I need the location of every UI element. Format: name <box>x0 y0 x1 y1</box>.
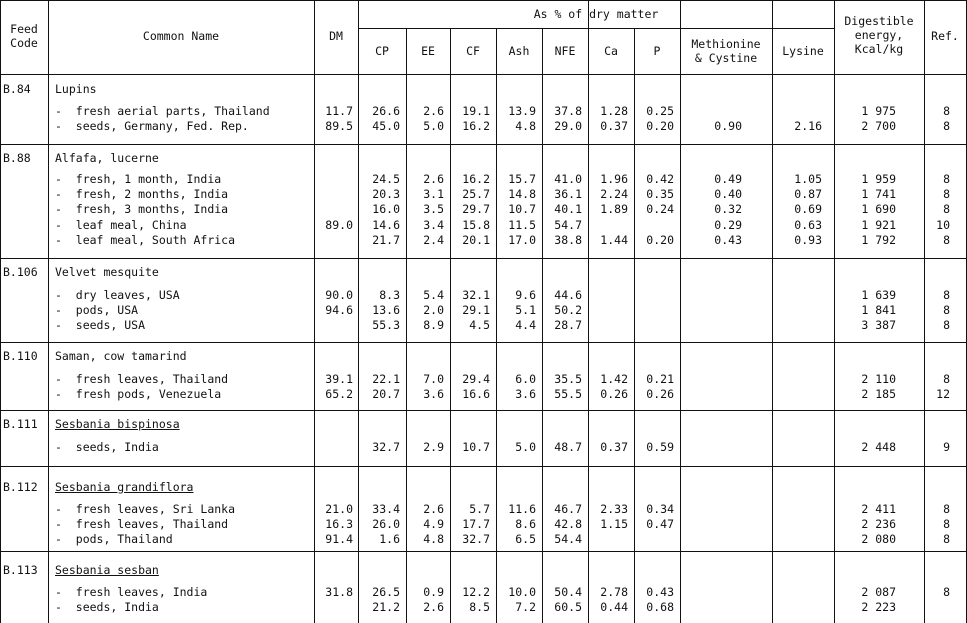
cell-ref: 8 <box>943 318 950 332</box>
cell-met: 0.49 <box>714 172 742 186</box>
cell-ee: 4.8 <box>423 532 444 546</box>
cell-cf: 16.2 <box>462 119 490 133</box>
cell-ash: 6.0 <box>515 372 536 386</box>
cell-ref: 8 <box>943 303 950 317</box>
cell-ash: 15.7 <box>508 172 536 186</box>
header-ref: Ref. <box>931 29 959 43</box>
cell-ash: 8.6 <box>515 517 536 531</box>
cell-de: 2 185 <box>861 387 896 401</box>
cell-ee: 3.6 <box>423 387 444 401</box>
header-ca: Ca <box>604 44 618 58</box>
cell-ref: 9 <box>943 440 950 454</box>
cell-ca: 0.26 <box>600 387 628 401</box>
row-description: - fresh, 1 month, India <box>55 172 222 186</box>
cell-nfe: 50.4 <box>554 585 582 599</box>
rule-group-sep <box>0 144 967 145</box>
row-description: - fresh pods, Venezuela <box>55 387 222 401</box>
cell-ref: 8 <box>943 288 950 302</box>
group-name: Velvet mesquite <box>55 265 159 279</box>
cell-ash: 10.7 <box>508 202 536 216</box>
cell-lys: 2.16 <box>794 119 822 133</box>
cell-ee: 2.6 <box>423 104 444 118</box>
cell-dm: 89.5 <box>325 119 353 133</box>
cell-cp: 21.2 <box>372 600 400 614</box>
cell-lys: 0.93 <box>794 233 822 247</box>
cell-p: 0.59 <box>646 440 674 454</box>
cell-ref: 10 <box>936 218 950 232</box>
cell-cf: 5.7 <box>469 502 490 516</box>
cell-nfe: 60.5 <box>554 600 582 614</box>
row-description: - seeds, USA <box>55 318 146 332</box>
cell-de: 1 792 <box>861 233 896 247</box>
cell-de: 1 639 <box>861 288 896 302</box>
cell-de: 1 959 <box>861 172 896 186</box>
header-cf: CF <box>466 44 480 58</box>
rule-header-bottom <box>0 74 967 75</box>
cell-de: 2 448 <box>861 440 896 454</box>
cell-ee: 7.0 <box>423 372 444 386</box>
cell-ref: 8 <box>943 172 950 186</box>
group-name: Alfafa, lucerne <box>55 151 159 165</box>
cell-ee: 3.4 <box>423 218 444 232</box>
cell-de: 2 223 <box>861 600 896 614</box>
cell-dm: 11.7 <box>325 104 353 118</box>
row-description: - fresh leaves, Thailand <box>55 517 229 531</box>
cell-cf: 20.1 <box>462 233 490 247</box>
feed-code: B.84 <box>3 82 31 96</box>
cell-ash: 11.5 <box>508 218 536 232</box>
cell-ash: 5.0 <box>515 440 536 454</box>
cell-de: 2 236 <box>861 517 896 531</box>
cell-nfe: 41.0 <box>554 172 582 186</box>
rule-group-sep <box>0 410 967 411</box>
cell-cp: 55.3 <box>372 318 400 332</box>
cell-ca: 0.44 <box>600 600 628 614</box>
cell-ee: 8.9 <box>423 318 444 332</box>
cell-ee: 2.9 <box>423 440 444 454</box>
cell-de: 1 841 <box>861 303 896 317</box>
cell-cp: 1.6 <box>379 532 400 546</box>
cell-cp: 22.1 <box>372 372 400 386</box>
row-description: - leaf meal, South Africa <box>55 233 236 247</box>
feed-code: B.106 <box>3 265 38 279</box>
cell-cf: 32.7 <box>462 532 490 546</box>
cell-lys: 0.87 <box>794 187 822 201</box>
cell-p: 0.35 <box>646 187 674 201</box>
cell-cf: 29.1 <box>462 303 490 317</box>
rule-group-sep <box>0 258 967 259</box>
cell-ash: 10.0 <box>508 585 536 599</box>
cell-p: 0.26 <box>646 387 674 401</box>
rule-left <box>0 0 1 623</box>
cell-dm: 21.0 <box>325 502 353 516</box>
cell-cp: 20.3 <box>372 187 400 201</box>
cell-cp: 33.4 <box>372 502 400 516</box>
cell-cp: 14.6 <box>372 218 400 232</box>
cell-cf: 17.7 <box>462 517 490 531</box>
cell-dm: 39.1 <box>325 372 353 386</box>
cell-ee: 4.9 <box>423 517 444 531</box>
cell-met: 0.29 <box>714 218 742 232</box>
cell-p: 0.47 <box>646 517 674 531</box>
cell-lys: 0.69 <box>794 202 822 216</box>
cell-nfe: 54.7 <box>554 218 582 232</box>
rule-met <box>772 0 773 623</box>
group-name: Lupins <box>55 82 97 96</box>
rule-group-sep <box>0 466 967 467</box>
header-methionine-cystine: Methionine & Cystine <box>691 37 761 65</box>
cell-cf: 4.5 <box>469 318 490 332</box>
rule-group-sep <box>0 342 967 343</box>
cell-nfe: 48.7 <box>554 440 582 454</box>
row-description: - seeds, India <box>55 600 159 614</box>
header-nfe: NFE <box>554 44 576 58</box>
cell-dm: 91.4 <box>325 532 353 546</box>
cell-lys: 0.63 <box>794 218 822 232</box>
cell-ee: 2.6 <box>423 172 444 186</box>
cell-ca: 1.28 <box>600 104 628 118</box>
header-digestible-energy: Digestible energy, Kcal/kg <box>844 14 914 56</box>
cell-de: 2 080 <box>861 532 896 546</box>
cell-dm: 31.8 <box>325 585 353 599</box>
row-description: - seeds, India <box>55 440 159 454</box>
cell-ref: 8 <box>943 372 950 386</box>
cell-ref: 8 <box>943 104 950 118</box>
header-ee: EE <box>421 44 435 58</box>
cell-nfe: 29.0 <box>554 119 582 133</box>
header-dry-matter-group: As % of dry matter <box>533 7 659 21</box>
cell-de: 3 387 <box>861 318 896 332</box>
cell-ash: 11.6 <box>508 502 536 516</box>
cell-p: 0.24 <box>646 202 674 216</box>
header-common-name: Common Name <box>142 29 220 43</box>
cell-ca: 1.89 <box>600 202 628 216</box>
group-name: Sesbania sesban <box>55 563 159 577</box>
cell-cp: 21.7 <box>372 233 400 247</box>
cell-cf: 15.8 <box>462 218 490 232</box>
cell-ref: 8 <box>943 585 950 599</box>
cell-ee: 3.5 <box>423 202 444 216</box>
cell-dm: 94.6 <box>325 303 353 317</box>
cell-cf: 29.4 <box>462 372 490 386</box>
cell-ca: 0.37 <box>600 119 628 133</box>
cell-de: 1 975 <box>861 104 896 118</box>
row-description: - fresh leaves, India <box>55 585 208 599</box>
cell-de: 1 690 <box>861 202 896 216</box>
group-name: Sesbania bispinosa <box>55 417 180 431</box>
cell-dm: 65.2 <box>325 387 353 401</box>
cell-ca: 2.33 <box>600 502 628 516</box>
row-description: - fresh, 2 months, India <box>55 187 229 201</box>
cell-de: 1 921 <box>861 218 896 232</box>
feed-code: B.113 <box>3 563 38 577</box>
cell-cf: 10.7 <box>462 440 490 454</box>
cell-ca: 0.37 <box>600 440 628 454</box>
cell-cf: 16.2 <box>462 172 490 186</box>
cell-met: 0.32 <box>714 202 742 216</box>
cell-met: 0.40 <box>714 187 742 201</box>
cell-ee: 5.0 <box>423 119 444 133</box>
cell-ca: 1.44 <box>600 233 628 247</box>
rule-code <box>48 0 49 623</box>
cell-p: 0.34 <box>646 502 674 516</box>
cell-ref: 8 <box>943 502 950 516</box>
cell-nfe: 42.8 <box>554 517 582 531</box>
cell-ca: 1.96 <box>600 172 628 186</box>
cell-cp: 26.0 <box>372 517 400 531</box>
cell-ca: 1.42 <box>600 372 628 386</box>
cell-nfe: 35.5 <box>554 372 582 386</box>
header-lysine: Lysine <box>782 44 824 58</box>
cell-cf: 32.1 <box>462 288 490 302</box>
cell-ash: 13.9 <box>508 104 536 118</box>
row-description: - pods, USA <box>55 303 139 317</box>
row-description: - dry leaves, USA <box>55 288 180 302</box>
cell-de: 1 741 <box>861 187 896 201</box>
cell-ash: 5.1 <box>515 303 536 317</box>
row-description: - fresh, 3 months, India <box>55 202 229 216</box>
cell-dm: 16.3 <box>325 517 353 531</box>
header-p: P <box>653 44 661 58</box>
cell-met: 0.43 <box>714 233 742 247</box>
cell-nfe: 46.7 <box>554 502 582 516</box>
rule-group-sep <box>0 551 967 552</box>
cell-ash: 4.4 <box>515 318 536 332</box>
cell-p: 0.21 <box>646 372 674 386</box>
cell-de: 2 087 <box>861 585 896 599</box>
cell-ref: 8 <box>943 233 950 247</box>
row-description: - pods, Thailand <box>55 532 173 546</box>
cell-ash: 6.5 <box>515 532 536 546</box>
row-description: - fresh leaves, Sri Lanka <box>55 502 236 516</box>
cell-nfe: 50.2 <box>554 303 582 317</box>
rule-top <box>0 0 967 1</box>
cell-cp: 32.7 <box>372 440 400 454</box>
header-feed-code: Feed Code <box>10 22 38 50</box>
cell-p: 0.25 <box>646 104 674 118</box>
cell-ee: 0.9 <box>423 585 444 599</box>
cell-de: 2 700 <box>861 119 896 133</box>
cell-ash: 14.8 <box>508 187 536 201</box>
cell-cp: 8.3 <box>379 288 400 302</box>
cell-ref: 8 <box>943 532 950 546</box>
rule-group-underline <box>358 28 834 29</box>
cell-nfe: 44.6 <box>554 288 582 302</box>
cell-ash: 4.8 <box>515 119 536 133</box>
cell-de: 2 110 <box>861 372 896 386</box>
feed-code: B.112 <box>3 480 38 494</box>
group-name: Sesbania grandiflora <box>55 480 194 494</box>
cell-de: 2 411 <box>861 502 896 516</box>
cell-cp: 13.6 <box>372 303 400 317</box>
cell-lys: 1.05 <box>794 172 822 186</box>
cell-p: 0.20 <box>646 233 674 247</box>
row-description: - fresh leaves, Thailand <box>55 372 229 386</box>
header-cp: CP <box>375 44 389 58</box>
cell-nfe: 38.8 <box>554 233 582 247</box>
cell-cf: 19.1 <box>462 104 490 118</box>
cell-ee: 2.0 <box>423 303 444 317</box>
cell-p: 0.20 <box>646 119 674 133</box>
cell-cf: 16.6 <box>462 387 490 401</box>
cell-p: 0.68 <box>646 600 674 614</box>
cell-nfe: 54.4 <box>554 532 582 546</box>
cell-ca: 2.78 <box>600 585 628 599</box>
feed-code: B.111 <box>3 417 38 431</box>
cell-ee: 2.4 <box>423 233 444 247</box>
row-description: - leaf meal, China <box>55 218 187 232</box>
cell-ca: 1.15 <box>600 517 628 531</box>
cell-ref: 8 <box>943 202 950 216</box>
cell-cp: 26.5 <box>372 585 400 599</box>
rule-p <box>680 0 681 623</box>
cell-cf: 29.7 <box>462 202 490 216</box>
cell-nfe: 36.1 <box>554 187 582 201</box>
cell-cf: 8.5 <box>469 600 490 614</box>
feed-code: B.110 <box>3 349 38 363</box>
cell-nfe: 37.8 <box>554 104 582 118</box>
cell-cp: 45.0 <box>372 119 400 133</box>
cell-ee: 3.1 <box>423 187 444 201</box>
cell-nfe: 40.1 <box>554 202 582 216</box>
row-description: - fresh aerial parts, Thailand <box>55 104 270 118</box>
cell-p: 0.42 <box>646 172 674 186</box>
header-ash: Ash <box>508 44 530 58</box>
cell-ee: 2.6 <box>423 600 444 614</box>
cell-cf: 12.2 <box>462 585 490 599</box>
cell-cp: 26.6 <box>372 104 400 118</box>
cell-dm: 89.0 <box>325 218 353 232</box>
cell-cp: 20.7 <box>372 387 400 401</box>
feed-code: B.88 <box>3 151 31 165</box>
cell-cf: 25.7 <box>462 187 490 201</box>
cell-nfe: 28.7 <box>554 318 582 332</box>
row-description: - seeds, Germany, Fed. Rep. <box>55 119 249 133</box>
cell-ee: 2.6 <box>423 502 444 516</box>
cell-cp: 24.5 <box>372 172 400 186</box>
cell-dm: 90.0 <box>325 288 353 302</box>
cell-ref: 8 <box>943 187 950 201</box>
cell-ref: 12 <box>936 387 950 401</box>
group-name: Saman, cow tamarind <box>55 349 187 363</box>
cell-met: 0.90 <box>714 119 742 133</box>
cell-ref: 8 <box>943 517 950 531</box>
cell-ash: 3.6 <box>515 387 536 401</box>
header-dm: DM <box>329 29 343 43</box>
cell-ca: 2.24 <box>600 187 628 201</box>
cell-ash: 9.6 <box>515 288 536 302</box>
cell-cp: 16.0 <box>372 202 400 216</box>
cell-ref: 8 <box>943 119 950 133</box>
cell-ash: 7.2 <box>515 600 536 614</box>
cell-ee: 5.4 <box>423 288 444 302</box>
cell-nfe: 55.5 <box>554 387 582 401</box>
cell-ash: 17.0 <box>508 233 536 247</box>
cell-p: 0.43 <box>646 585 674 599</box>
